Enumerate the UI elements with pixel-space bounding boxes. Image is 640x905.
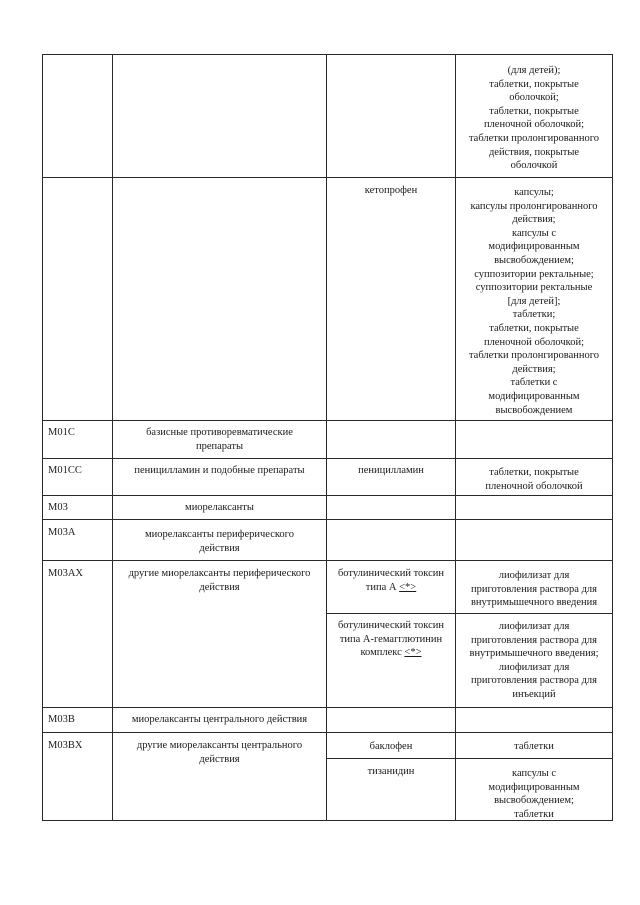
atc-code-cell bbox=[48, 713, 110, 727]
group-line: миорелаксанты bbox=[185, 502, 254, 513]
form-line: модифицированным bbox=[488, 241, 580, 253]
drug-name: баклофен bbox=[369, 741, 413, 752]
table-border-right bbox=[612, 54, 613, 820]
drug-name: комплекс bbox=[360, 647, 402, 659]
form-line: суппозитории ректальные bbox=[475, 282, 593, 294]
form-line: внутримышечного введения bbox=[470, 597, 598, 609]
group-name-cell bbox=[113, 464, 326, 478]
dosage-form-cell bbox=[456, 569, 612, 610]
atc-code: M03 bbox=[48, 502, 68, 513]
drug-name-cell bbox=[327, 740, 455, 754]
group-line: препараты bbox=[195, 440, 244, 452]
form-line: приготовления раствора для bbox=[471, 634, 597, 646]
atc-code-cell bbox=[48, 464, 110, 478]
form-line: лиофилизат для bbox=[498, 570, 570, 581]
form-line: оболочкой; bbox=[509, 92, 559, 104]
form-line: капсулы; bbox=[514, 187, 554, 198]
dosage-form-cell bbox=[456, 466, 612, 493]
group-line: другие миорелаксанты периферического bbox=[128, 568, 311, 579]
row-divider bbox=[42, 732, 613, 733]
table-divider-2 bbox=[326, 54, 327, 820]
form-line: высвобождением; bbox=[494, 795, 574, 807]
form-line: высвобождением bbox=[495, 404, 573, 416]
row-divider bbox=[42, 495, 613, 496]
dosage-form-cell bbox=[456, 620, 612, 702]
form-line: пленочной оболочкой; bbox=[483, 336, 585, 348]
dosage-form-cell bbox=[456, 64, 612, 173]
dosage-form-cell bbox=[456, 740, 612, 754]
form-line: приготовления раствора для bbox=[471, 675, 597, 687]
form-line: таблетки; bbox=[512, 309, 556, 321]
form-line: суппозитории ректальные; bbox=[474, 268, 594, 280]
form-line: (для детей); bbox=[507, 65, 561, 76]
group-name-cell bbox=[113, 567, 326, 594]
dosage-form-cell bbox=[456, 767, 612, 821]
form-line: таблетки, покрытые bbox=[489, 467, 579, 478]
form-line: капсулы пролонгированного bbox=[470, 200, 598, 212]
drug-name-cell bbox=[327, 567, 455, 594]
footnote-link[interactable]: <*> bbox=[399, 581, 417, 593]
form-line: модифицированным bbox=[488, 390, 580, 402]
atc-code: M01CC bbox=[48, 465, 82, 476]
row-divider-partial bbox=[326, 758, 613, 759]
form-line: пленочной оболочкой bbox=[485, 480, 583, 492]
drug-name: типа А bbox=[365, 581, 397, 593]
form-line: действия; bbox=[512, 214, 556, 226]
table-border-left bbox=[42, 54, 43, 820]
atc-code: M01C bbox=[48, 427, 75, 438]
atc-code: M03A bbox=[48, 527, 76, 538]
row-divider bbox=[42, 560, 613, 561]
form-line: таблетки bbox=[514, 808, 554, 820]
atc-code: M03AX bbox=[48, 568, 84, 579]
group-name-cell bbox=[113, 528, 326, 555]
atc-code-cell bbox=[48, 426, 110, 440]
row-divider-partial bbox=[326, 613, 613, 614]
form-line: таблетки пролонгированного bbox=[468, 350, 600, 362]
drug-name: кетопрофен bbox=[364, 185, 418, 196]
drug-name-line bbox=[327, 646, 455, 660]
form-line: таблетки пролонгированного bbox=[468, 132, 600, 144]
form-line: модифицированным bbox=[488, 781, 580, 793]
group-line: миорелаксанты центрального действия bbox=[131, 714, 308, 725]
drug-name: ботулинический токсин bbox=[337, 568, 445, 579]
group-line: действия bbox=[199, 581, 240, 593]
form-line: действия; bbox=[512, 363, 556, 375]
group-line: другие миорелаксанты центрального bbox=[136, 740, 303, 751]
drug-name-line bbox=[327, 581, 455, 595]
form-line: капсулы с bbox=[512, 227, 556, 239]
drug-name: ботулинический токсин bbox=[337, 620, 445, 631]
form-line: лиофилизат для bbox=[498, 661, 570, 673]
atc-code: M03BX bbox=[48, 740, 83, 751]
form-line: капсулы с bbox=[512, 768, 556, 779]
drug-name: пеницилламин bbox=[358, 465, 424, 476]
form-line: таблетки, покрытые bbox=[489, 105, 579, 117]
drug-name-cell bbox=[327, 464, 455, 478]
form-line: внутримышечного введения; bbox=[469, 648, 599, 660]
form-line: оболочкой bbox=[510, 160, 558, 172]
form-line: таблетки, покрытые bbox=[489, 322, 579, 334]
row-divider bbox=[42, 177, 613, 178]
drug-name: тизанидин bbox=[367, 766, 415, 777]
group-line: действия bbox=[199, 753, 240, 765]
form-line: инъекций bbox=[512, 688, 556, 700]
atc-code-cell bbox=[48, 739, 110, 753]
atc-code-cell bbox=[48, 567, 110, 581]
row-divider bbox=[42, 707, 613, 708]
group-name-cell bbox=[113, 426, 326, 453]
atc-code-cell bbox=[48, 501, 110, 515]
form-line: пленочной оболочкой; bbox=[483, 119, 585, 131]
footnote-link[interactable]: <*> bbox=[404, 647, 422, 659]
dosage-form-cell bbox=[456, 186, 612, 417]
table-border-top bbox=[42, 54, 613, 55]
form-line: таблетки, покрытые bbox=[489, 78, 579, 90]
group-line: миорелаксанты периферического bbox=[145, 529, 294, 540]
form-line: таблетки с bbox=[510, 377, 558, 389]
form-line: высвобождением; bbox=[494, 254, 574, 266]
form-line: приготовления раствора для bbox=[471, 583, 597, 595]
drug-name-cell bbox=[327, 765, 455, 779]
row-divider bbox=[42, 420, 613, 421]
drug-name: типа А-гемагглютинин bbox=[339, 633, 443, 645]
group-line: действия bbox=[199, 542, 240, 554]
group-name-cell bbox=[113, 501, 326, 515]
atc-code-cell bbox=[48, 526, 110, 540]
drug-name-cell bbox=[327, 619, 455, 660]
form-line: таблетки bbox=[514, 741, 554, 752]
row-divider bbox=[42, 519, 613, 520]
form-line: действия, покрытые bbox=[488, 146, 580, 158]
form-line: [для детей]; bbox=[507, 295, 561, 307]
group-line: базисные противоревматические bbox=[146, 427, 293, 438]
group-line: пеницилламин и подобные препараты bbox=[134, 465, 305, 476]
row-divider bbox=[42, 458, 613, 459]
drug-name-cell bbox=[327, 184, 455, 198]
form-line: лиофилизат для bbox=[498, 621, 570, 632]
group-name-cell bbox=[113, 713, 326, 727]
atc-code: M03B bbox=[48, 714, 75, 725]
group-name-cell bbox=[113, 739, 326, 766]
